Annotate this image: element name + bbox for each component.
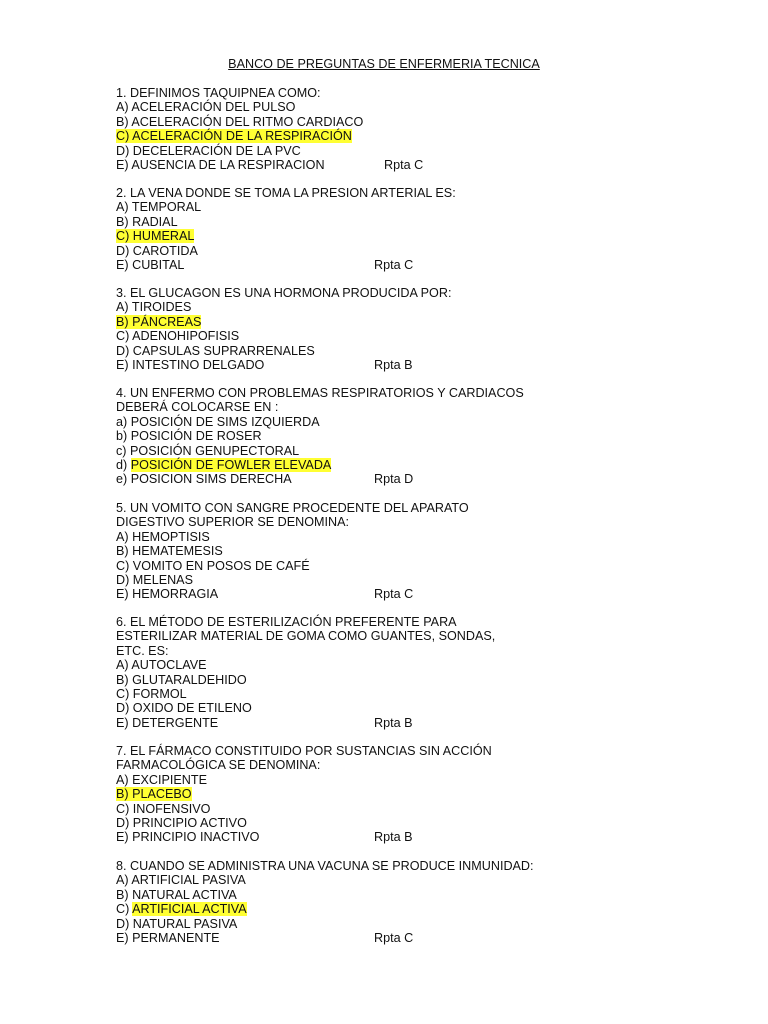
answer-option — [116, 773, 736, 787]
answer-option — [116, 200, 736, 214]
answer-option — [116, 658, 736, 672]
answer-option — [116, 888, 736, 902]
answer-option-correct — [116, 458, 736, 472]
option-text: EXCIPIENTE — [132, 772, 207, 787]
question-stem-line: FARMACOLÓGICA SE DENOMINA: — [116, 758, 321, 773]
option-letter: D) — [116, 143, 133, 158]
option-letter: C) — [116, 129, 133, 144]
answer-option — [116, 816, 736, 830]
option-text: TEMPORAL — [131, 200, 202, 215]
question-stem-line: 6. EL MÉTODO DE ESTERILIZACIÓN PREFERENTE PARA — [116, 615, 457, 629]
option-letter: E) — [116, 830, 133, 845]
option-text: PERMANENTE — [132, 930, 220, 945]
option-letter: C) — [116, 801, 133, 816]
option-text: VOMITO EN POSOS DE CAFÉ — [132, 558, 310, 573]
question-block — [116, 501, 736, 602]
question-block — [116, 286, 736, 372]
option-letter: E) — [116, 257, 133, 272]
option-text: HEMORRAGIA — [132, 587, 219, 602]
option-text: CAROTIDA — [132, 243, 198, 258]
question-stem-line: 7. EL FÁRMACO CONSTITUIDO POR SUSTANCIAS SIN ACCIÓN — [116, 744, 492, 758]
option-text: FORMOL — [132, 686, 187, 701]
answer-option — [116, 472, 736, 486]
option-text: CUBITAL — [132, 257, 185, 272]
question-stem-line: 1. DEFINIMOS TAQUIPNEA COMO: — [116, 86, 321, 100]
option-text: PLACEBO — [132, 787, 192, 802]
answer-key: Rpta B — [374, 357, 413, 372]
option-text: HEMATEMESIS — [132, 544, 223, 559]
option-letter: B) — [116, 114, 132, 129]
answer-option-correct — [116, 129, 736, 143]
option-letter: D) — [116, 343, 133, 358]
answer-option — [116, 673, 736, 687]
option-text: INOFENSIVO — [132, 801, 211, 816]
option-letter: D) — [116, 243, 133, 258]
option-text: PÁNCREAS — [132, 314, 202, 329]
option-letter: A) — [116, 100, 132, 115]
option-letter: B) — [116, 314, 133, 329]
question-stem-line: 4. UN ENFERMO CON PROBLEMAS RESPIRATORIOS Y CARDIACOS — [116, 386, 524, 400]
option-text: ARTIFICIAL ACTIVA — [132, 902, 247, 917]
answer-key: Rpta B — [374, 830, 413, 845]
option-letter: B) — [116, 787, 133, 802]
answer-key: Rpta C — [374, 587, 414, 602]
answer-key: Rpta C — [374, 930, 414, 945]
option-text: TIROIDES — [131, 300, 192, 315]
answer-option — [116, 873, 736, 887]
answer-option — [116, 429, 736, 443]
option-letter: c) — [116, 443, 130, 458]
answer-option — [116, 573, 736, 587]
option-text: POSICION SIMS DERECHA — [130, 472, 292, 487]
answer-option — [116, 701, 736, 715]
option-letter: D) — [116, 701, 133, 716]
option-letter: D) — [116, 815, 133, 830]
option-letter: B) — [116, 887, 133, 902]
option-letter: E) — [116, 157, 132, 172]
option-letter: E) — [116, 357, 133, 372]
answer-option — [116, 917, 736, 931]
answer-option — [116, 244, 736, 258]
answer-option — [116, 530, 736, 544]
answer-option — [116, 115, 736, 129]
question-stem-line: DEBERÁ COLOCARSE EN : — [116, 400, 279, 415]
answer-option — [116, 144, 736, 158]
option-letter: C) — [116, 229, 133, 244]
option-text: ACELERACIÓN DE LA RESPIRACIÓN — [132, 129, 352, 144]
answer-option-correct — [116, 229, 736, 243]
option-letter: B) — [116, 672, 133, 687]
option-letter: A) — [116, 529, 133, 544]
answer-option — [116, 544, 736, 558]
option-text: NATURAL ACTIVA — [132, 887, 237, 902]
answer-option — [116, 559, 736, 573]
answer-option-correct — [116, 902, 736, 916]
question-block — [116, 186, 736, 272]
question-block — [116, 859, 736, 945]
question-stem-line: DIGESTIVO SUPERIOR SE DENOMINA: — [116, 515, 350, 530]
question-block — [116, 615, 736, 730]
answer-option — [116, 215, 736, 229]
option-letter: e) — [116, 472, 131, 487]
question-stem-line: ETC. ES: — [116, 643, 169, 658]
option-letter: B) — [116, 544, 133, 559]
answer-key: Rpta D — [374, 472, 414, 487]
option-text: POSICIÓN DE FOWLER ELEVADA — [130, 457, 332, 472]
answer-option — [116, 100, 736, 114]
option-text: ACELERACIÓN DEL PULSO — [131, 100, 296, 115]
option-text: ARTIFICIAL PASIVA — [131, 873, 246, 888]
option-letter: C) — [116, 329, 133, 344]
question-block — [116, 744, 736, 845]
option-letter: D) — [116, 572, 133, 587]
option-text: GLUTARALDEHIDO — [132, 672, 247, 687]
option-letter: B) — [116, 214, 133, 229]
answer-option — [116, 258, 736, 272]
answer-option — [116, 830, 736, 844]
option-letter: C) — [116, 558, 133, 573]
answer-key: Rpta C — [374, 257, 414, 272]
option-letter: E) — [116, 930, 133, 945]
question-stem-line: 8. CUANDO SE ADMINISTRA UNA VACUNA SE PRODUCE INMUNIDAD: — [116, 859, 534, 873]
option-text: POSICIÓN DE ROSER — [130, 429, 262, 444]
answer-option — [116, 329, 736, 343]
option-letter: E) — [116, 715, 133, 730]
question-stem-line: 5. UN VOMITO CON SANGRE PROCEDENTE DEL APARATO — [116, 501, 469, 515]
option-text: AUSENCIA DE LA RESPIRACION — [131, 157, 325, 172]
option-letter: d) — [116, 457, 131, 472]
option-letter: b) — [116, 429, 131, 444]
answer-key: Rpta B — [374, 715, 413, 730]
option-text: AUTOCLAVE — [131, 658, 207, 673]
option-letter: E) — [116, 587, 133, 602]
question-block — [116, 386, 736, 487]
answer-option-correct — [116, 315, 736, 329]
answer-option — [116, 358, 736, 372]
option-letter: D) — [116, 916, 133, 931]
answer-option — [116, 158, 736, 172]
answer-option — [116, 415, 736, 429]
option-text: PRINCIPIO INACTIVO — [132, 830, 260, 845]
option-text: ACELERACIÓN DEL RITMO CARDIACO — [131, 114, 364, 129]
question-stem-line: 3. EL GLUCAGON ES UNA HORMONA PRODUCIDA POR: — [116, 286, 452, 300]
answer-option-correct — [116, 787, 736, 801]
option-letter: A) — [116, 873, 132, 888]
answer-option — [116, 716, 736, 730]
option-text: POSICIÓN DE SIMS IZQUIERDA — [130, 414, 320, 429]
option-letter: A) — [116, 658, 132, 673]
option-text: RADIAL — [132, 214, 178, 229]
option-letter: C) — [116, 686, 133, 701]
option-letter: a) — [116, 414, 131, 429]
option-letter: C) — [116, 902, 133, 917]
option-text: CAPSULAS SUPRARRENALES — [132, 343, 315, 358]
answer-option — [116, 300, 736, 314]
option-text: OXIDO DE ETILENO — [132, 701, 252, 716]
option-letter: A) — [116, 200, 132, 215]
option-text: HEMOPTISIS — [132, 529, 210, 544]
option-text: NATURAL PASIVA — [132, 916, 238, 931]
answer-option — [116, 687, 736, 701]
answer-option — [116, 444, 736, 458]
answer-key: Rpta C — [384, 157, 424, 172]
option-letter: A) — [116, 772, 133, 787]
option-letter: A) — [116, 300, 132, 315]
question-stem-line: ESTERILIZAR MATERIAL DE GOMA COMO GUANTES, SONDAS, — [116, 629, 496, 644]
answer-option — [116, 931, 736, 945]
option-text: POSICIÓN GENUPECTORAL — [130, 443, 300, 458]
question-stem-line: 2. LA VENA DONDE SE TOMA LA PRESION ARTERIAL ES: — [116, 186, 456, 200]
option-text: PRINCIPIO ACTIVO — [132, 815, 247, 830]
answer-option — [116, 802, 736, 816]
option-text: INTESTINO DELGADO — [132, 357, 265, 372]
option-text: DECELERACIÓN DE LA PVC — [132, 143, 301, 158]
answer-option — [116, 344, 736, 358]
answer-option — [116, 587, 736, 601]
option-text: DETERGENTE — [132, 715, 219, 730]
option-text: ADENOHIPOFISIS — [132, 329, 240, 344]
document-title: BANCO DE PREGUNTAS DE ENFERMERIA TECNICA — [228, 57, 540, 71]
option-text: MELENAS — [132, 572, 193, 587]
question-block — [116, 86, 736, 172]
option-text: HUMERAL — [132, 229, 195, 244]
